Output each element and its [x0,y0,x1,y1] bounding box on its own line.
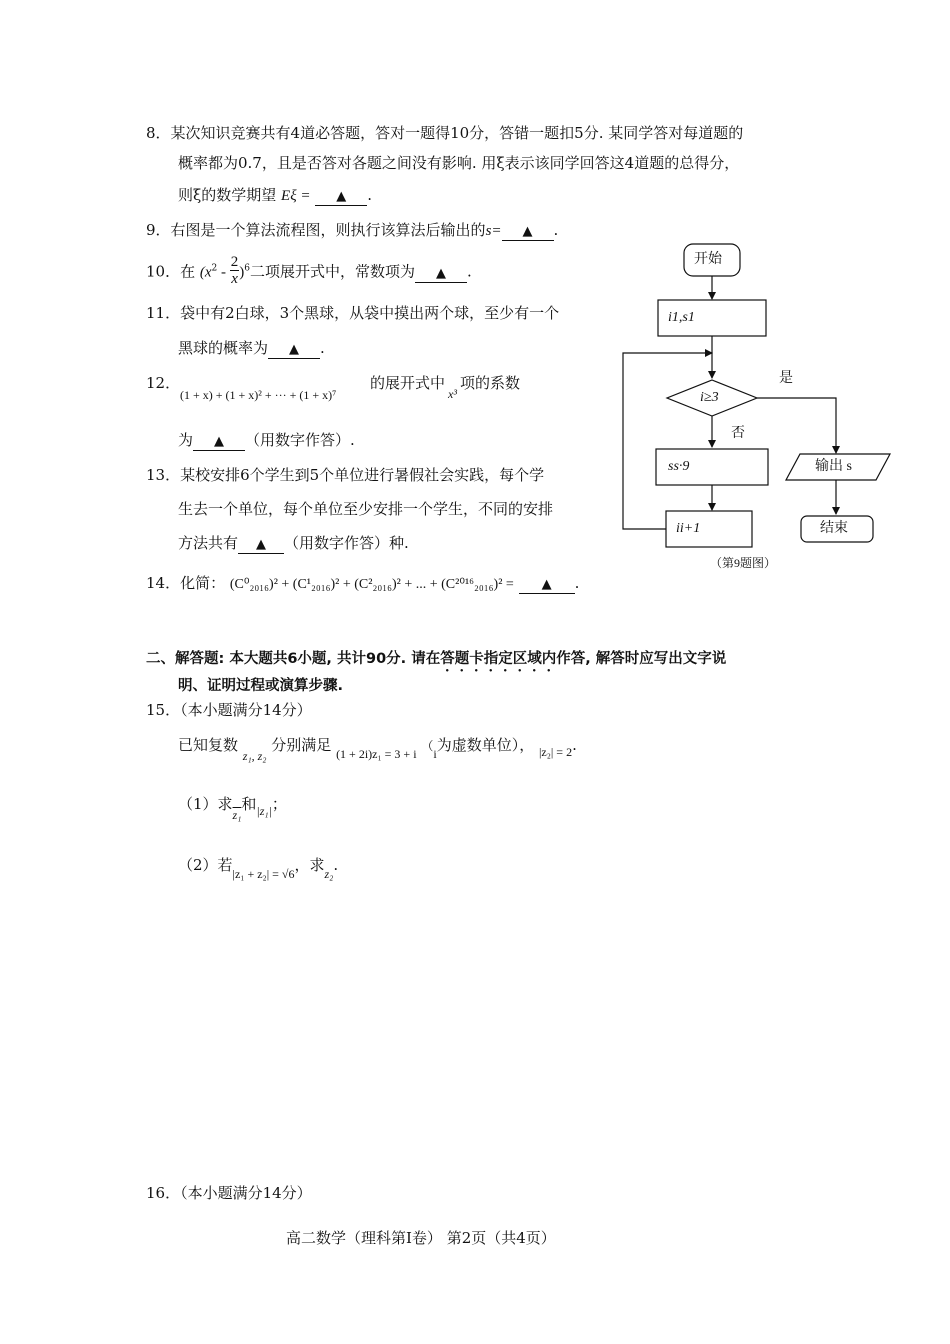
q13-number: 13． [146,466,181,484]
q12-mid: 的展开式中 [370,374,446,392]
q15-stem-end: . [572,736,577,754]
q15-part2 [178,855,339,881]
q15-p2-b: ，求 [294,856,325,874]
flow-yes-label: 是 [779,371,793,386]
q11-line1 [146,303,559,323]
q8-line3 [178,185,372,206]
flow-init-label: i1,s1 [668,310,695,325]
q15-p2-a: （2）若 [178,856,233,874]
flow-output-label: 输出 s [815,459,852,474]
q10-answer-blank: ▲ [415,266,467,283]
q10-pre: 在 [180,262,196,281]
section2-title-b: 作答, 解答时应写出文字说 [556,651,727,667]
q12-line2-post: （用数字作答）. [245,431,355,449]
q10-frac-num: 2 [230,254,239,270]
q13-line3-pre: 方法共有 [178,534,239,552]
q10-period: . [467,262,472,281]
q15-p2-end: . [333,856,339,874]
q15-p1-b: 和 [241,795,257,813]
q15-p1-a: （1）求 [178,795,233,813]
flow-caption: （第9题图） [710,556,777,570]
q10-post: 二项展开式中，常数项为 [250,262,416,281]
q15-p1-abs: |z₁| [256,804,272,818]
q10-fraction [230,254,240,287]
q15-stem-eq: (1 + 2i)z₁ = 3 + i [336,747,417,761]
q15-score: （本小题满分14分） [180,701,312,719]
q14-pre: 化简： [180,574,226,592]
section2-title-a: 二、解答题: 本大题共6小题, 共计90分. 请在 [146,651,441,667]
q8-line1 [146,123,743,143]
q9-var: s= [485,223,502,239]
q12-line2-pre: 为 [178,431,194,449]
q10-frac-den: x [231,271,238,287]
q15-stem-a: 已知复数 [178,736,239,754]
q16-score: （本小题满分14分） [180,1184,312,1202]
q12-post: 项的系数 [459,374,520,392]
q9-period: . [553,221,559,239]
q15-p2-eq: |z₁ + z₂| = √6 [232,867,295,881]
page-footer: 高二数学（理科第Ⅰ卷） 第2页（共4页） [286,1229,556,1247]
q15-stem-abs: |z₂| = 2 [538,745,573,759]
q15-stem-c: （ [421,739,434,753]
q10-line [146,256,472,289]
q14-line [146,573,579,595]
q12-expr: (1 + x) + (1 + x)² + ··· + (1 + x)⁷ [180,388,337,402]
flow-cond-label: i≥3 [700,390,719,405]
q15-p2-var: z₂ [324,867,334,881]
q12-mid-line [370,373,520,401]
q9-answer-blank: ▲ [502,224,554,241]
q15-stem-b: 分别满足 [271,736,332,754]
q10-expr-base: (x [199,264,212,281]
q8-text-line3: 则ξ的数学期望 [178,186,277,204]
q15-number: 15． [146,701,181,719]
q13-answer-blank: ▲ [238,537,284,554]
q10-close: ) [239,264,245,281]
q9-text: 右图是一个算法流程图，则执行该算法后输出的 [170,221,486,239]
q14-answer-blank: ▲ [519,577,575,594]
q15-p1-end: ； [271,795,287,813]
flow-step2-label: ii+1 [676,521,701,536]
q12-number: 12． [146,374,181,392]
q9-line [146,220,558,241]
q8-text-line2: 概率都为0.7，且是否答对各题之间没有影响. 用ξ表示该同学回答这4道题的总得分， [178,154,740,172]
flow-end-label: 结束 [820,521,848,536]
q11-text-line1: 袋中有2白球，3个黑球，从袋中摸出两个球，至少有一个 [180,304,560,322]
q15-stem-i: i [433,747,437,761]
section2-title-line2 [178,676,343,696]
q15-part1 [178,794,287,822]
q14-period: . [574,574,580,592]
q9-number: 9． [146,221,171,239]
q13-line3-post: （用数字作答）种. [284,534,409,552]
section2-title-line1 [146,649,726,675]
q10-minus: - [217,264,230,281]
q13-text-line1: 某校安排6个学生到5个单位进行暑假社会实践，每个学 [180,466,545,484]
q8-text-line1: 某次知识竞赛共有4道必答题，答对一题得10分，答错一题扣5分. 某同学答对每道题的 [170,124,744,142]
flowchart [610,238,900,578]
q13-text-line2: 生去一个单位，每个单位至少安排一个学生，不同的安排 [178,500,554,518]
q12-line2 [178,430,355,451]
flow-start-label: 开始 [694,252,722,267]
q11-answer-blank: ▲ [268,342,320,359]
flow-step1-label: ss·9 [668,459,690,474]
q11-period: . [320,339,325,357]
q15-stem-d: 为虚数单位）， [436,736,535,754]
q11-text-line2: 黑球的概率为 [178,339,269,357]
q8-number: 8． [146,124,171,142]
q10-exp6: 6 [244,263,251,274]
q12-term: x³ [448,387,457,401]
q14-expr: (C⁰₂₀₁₆)² + (C¹₂₀₁₆)² + (C²₂₀₁₆)² + ... + (C²⁰¹⁶₂₀₁₆)² = [229,577,514,592]
q16-number: 16． [146,1184,181,1202]
q12-answer-blank: ▲ [193,434,245,451]
q8-expectation-expr: Eξ = [281,188,311,204]
q13-line3 [178,533,409,554]
q11-line2 [178,338,325,359]
q13-line1 [146,465,544,485]
q8-answer-blank: ▲ [315,189,367,206]
q15-stem [178,735,577,763]
q12-line1 [146,373,180,393]
section2-title-line2-text: 明、证明过程或演算步骤. [178,678,344,694]
q15-header [146,700,312,720]
q8-period: . [367,186,373,204]
flow-no-label: 否 [731,426,745,441]
q10-number: 10． [146,262,181,281]
q13-line2 [178,499,553,519]
flowchart-graphics [610,238,900,578]
q16-header [146,1183,312,1203]
section2-title-emphasis: 答题卡指定区域内 [440,651,557,667]
q8-line2 [178,153,739,173]
q15-p1-conj: z₁ [232,808,242,822]
q10-exp2: 2 [211,263,218,274]
q11-number: 11． [146,304,181,322]
q15-stem-vars: z₁, z₂ [242,749,267,763]
q14-number: 14． [146,574,181,592]
